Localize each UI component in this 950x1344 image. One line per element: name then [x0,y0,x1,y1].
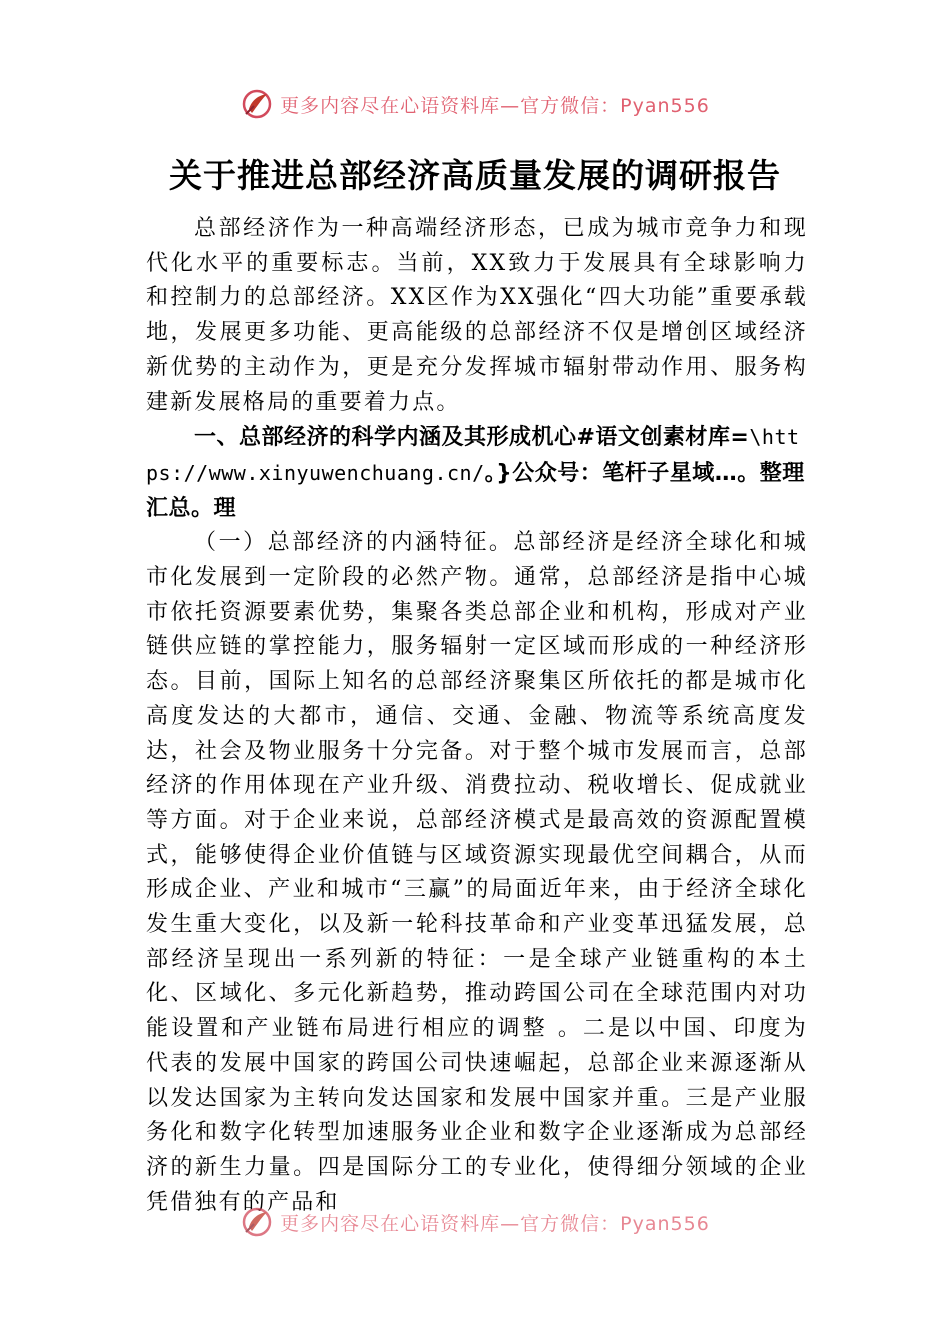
logo-icon [240,1205,274,1239]
watermark-header [0,82,950,126]
watermark-text: 更多内容尽在心语资料库—官方微信：Pyan556 [280,1212,710,1235]
intro-paragraph: 总部经济作为一种高端经济形态，已成为城市竞争力和现代化水平的重要标志。当前，XX致力于发展具有全球影响力和控制力的总部经济。XX区作为XX强化“四大功能”重要承载地，发展更多功能、更高能级的总部经济不仅是增创区域经济新优势的主动作为，更是充分发挥城市辐射带动作用、服务构建新发展格局的重要着力点。 [146,216,808,415]
body-paragraph: （一）总部经济的内涵特征。总部经济是经济全球化和城市化发展到一定阶段的必然产物。通常，总部经济是指中心城市依托资源要素优势，集聚各类总部企业和机构，形成对产业链供应链的掌控能力，服务辐射一定区域而形成的一种经济形态。目前，国际上知名的总部经济聚集区所依托的都是城市化高度发达的大都市，通信、交通、金融、物流等系统高度发达，社会及物业服务十分完备。对于整个城市发展而言，总部经济的作用体现在产业升级、消费拉动、税收增长、促成就业等方面。对于企业来说，总部经济模式是最高效的资源配置模式，能够使得企业价值链与区域资源实现最优空间耦合，从而形成企业、产业和城市“三赢”的局面近年来，由于经济全球化发生重大变化，以及新一轮科技革命和产业变革迅猛发展，总部经济呈现出一系列新的特征：一是全球产业链重构的本土化、区域化、多元化新趋势，推动跨国公司在全球范围内对功能设置和产业链布局进行相应的调整 。二是以中国、印度为代表的发展中国家的跨国公司快速崛起，总部企业来源逐渐从以发达国家为主转向发达国家和发展中国家并重。三是产业服务化和数字化转型加速服务业企业和数字企业逐渐成为总部经济的新生力量。四是国际分工的专业化，使得细分领域的企业凭借独有的产品和 [146,530,808,1215]
section-heading-suffix: 。}公众号：笔杆子星域…。整理汇总。理 [146,460,805,521]
document-body [146,212,808,1220]
logo-icon [240,87,274,121]
section-heading [146,420,808,526]
section-heading-url: \https://www.xinyuwenchuang.cn/ [146,425,800,485]
document-title: 关于推进总部经济高质量发展的调研报告 [169,156,781,195]
watermark-footer [0,1200,950,1244]
watermark-text: 更多内容尽在心语资料库—官方微信：Pyan556 [280,94,710,117]
section-heading-text: 一、总部经济的科学内涵及其形成机心#语文创素材库= [194,425,750,451]
